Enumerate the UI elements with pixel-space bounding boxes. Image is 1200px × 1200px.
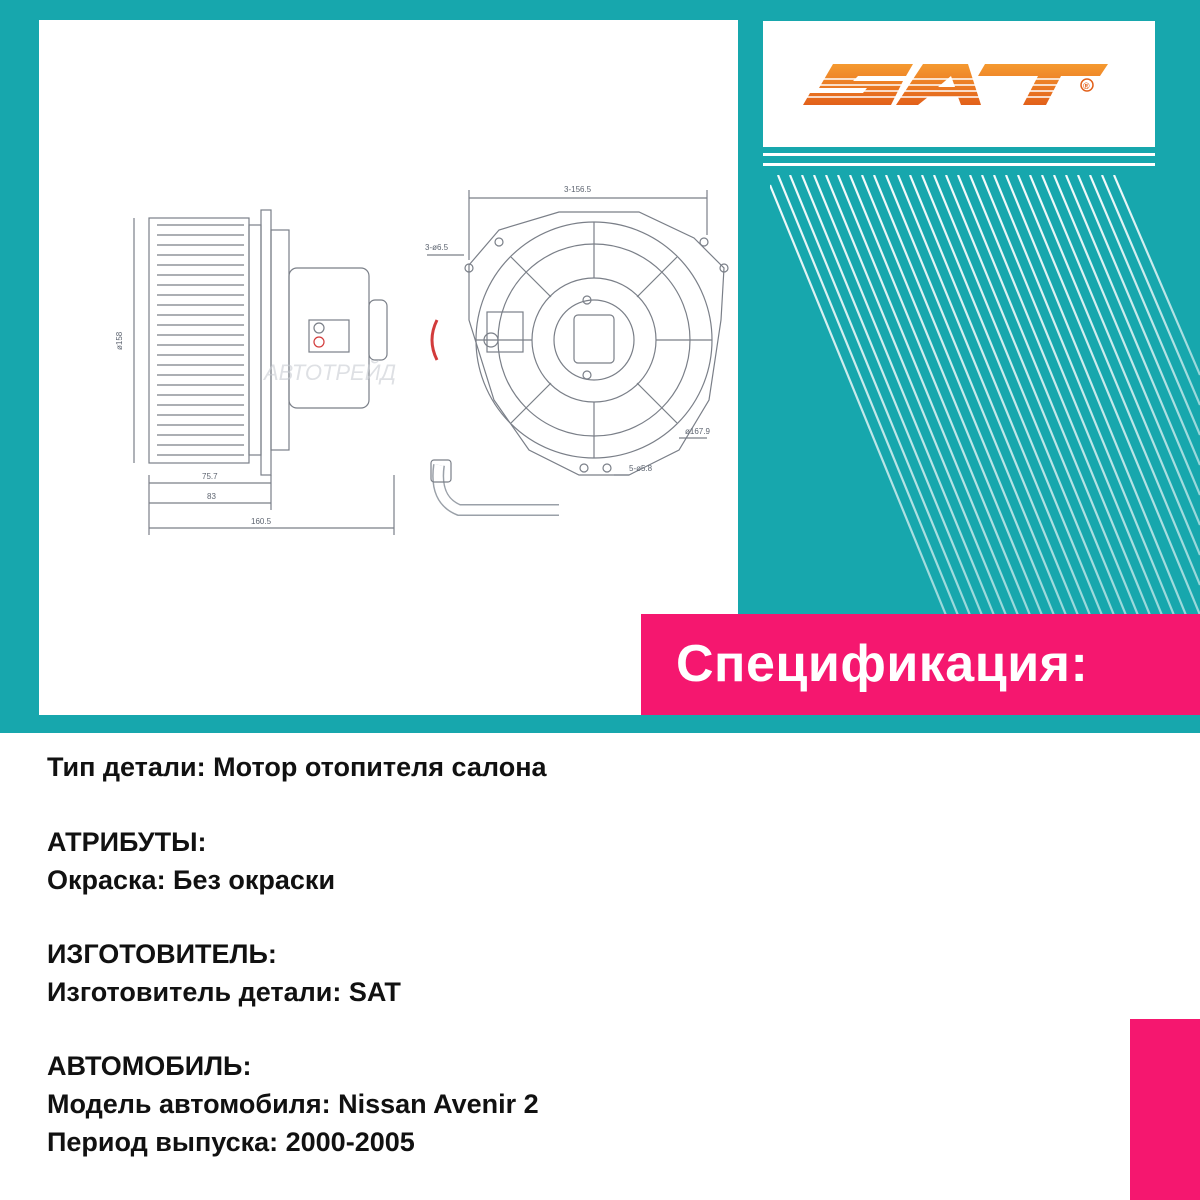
technical-drawing-panel [39,20,738,715]
dim-diameter-front: ø167.9 [685,427,710,436]
watermark-text: АВТОТРЕЙД [264,360,396,385]
dim-top: 3-156.5 [564,185,592,194]
logo-box [763,21,1155,147]
blower-motor-drawing [39,20,738,715]
registered-mark: ® [1083,81,1090,91]
manufacturer-heading: ИЗГОТОВИТЕЛЬ: [47,939,277,969]
attributes-heading: АТРИБУТЫ: [47,827,207,857]
dim-w1: 75.7 [202,472,218,481]
dim-holes-top: 3-ø6.5 [425,243,449,252]
part-type: Тип детали: Мотор отопителя салона [47,752,547,782]
dim-diameter-side: ø158 [115,331,124,350]
logo-text: SAT [823,131,825,132]
car-model: Модель автомобиля: Nissan Avenir 2 [47,1089,539,1119]
pink-corner-block [1130,1019,1200,1200]
specifications [47,748,1107,1161]
dim-holes-bottom: 5-ø5.8 [629,464,653,473]
spec-title: Спецификация: [676,635,1089,693]
sat-logo [763,21,1155,147]
production-period: Период выпуска: 2000-2005 [47,1127,415,1157]
paint-attribute: Окраска: Без окраски [47,865,336,895]
dim-w3: 160.5 [251,517,272,526]
logo-underlines [763,153,1155,173]
manufacturer-value: Изготовитель детали: SAT [47,977,401,1007]
dim-w2: 83 [207,492,216,501]
diagonal-stripes-decoration [770,175,1200,625]
car-heading: АВТОМОБИЛЬ: [47,1051,252,1081]
